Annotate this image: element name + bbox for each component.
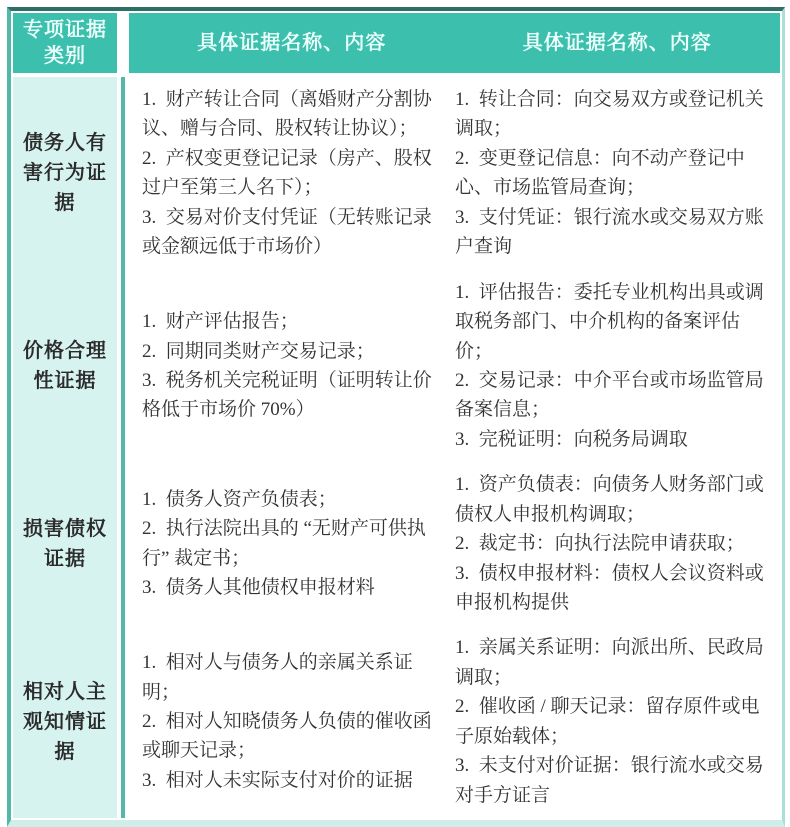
evidence-item: 3. 交易对价支付凭证（无转账记录或金额远低于市场价） (142, 206, 432, 258)
source-item: 3. 未支付对价证据：银行流水或交易对手方证言 (455, 755, 764, 806)
evidence-item: 3. 相对人未实际支付对价的证据 (142, 769, 413, 791)
category-damage-to-creditor-rights: 损害债权证据 (13, 462, 117, 625)
source-item: 2. 催收函 / 聊天记录：留存原件或电子原始载体； (455, 696, 760, 747)
category-debtor-harmful-acts: 债务人有害行为证据 (13, 77, 117, 270)
evidence-table-grid (13, 13, 780, 818)
evidence-cell (129, 270, 440, 463)
evidence-item: 2. 相对人知晓债务人负债的催收函或聊天记录； (142, 711, 432, 762)
source-item: 1. 资产负债表：向债务人财务部门或债权人申报机构调取； (455, 474, 764, 525)
source-item: 1. 亲属关系证明：向派出所、民政局调取； (455, 637, 764, 688)
source-cell (440, 270, 780, 463)
header-sources: 具体证据名称、内容 (522, 32, 712, 54)
source-item: 1. 转让合同：向交易双方或登记机关调取； (455, 89, 764, 140)
source-item: 2. 裁定书：向执行法院申请获取； (455, 533, 745, 555)
column-divider (117, 462, 129, 625)
evidence-item: 3. 税务机关完税证明（证明转让价格低于市场价 70%） (142, 369, 432, 421)
source-item: 3. 债权申报材料：债权人会议资料或申报机构提供 (455, 562, 764, 613)
column-divider (117, 270, 129, 463)
category-counterparty-subjective-knowledge: 相对人主观知情证据 (13, 625, 117, 818)
source-item: 2. 变更登记信息：向不动产登记中心、市场监管局查询； (455, 147, 745, 199)
source-item: 2. 交易记录：中介平台或市场监管局备案信息； (455, 369, 764, 421)
evidence-table (7, 7, 785, 827)
category-price-reasonableness: 价格合理性证据 (13, 270, 117, 463)
evidence-item: 3. 债务人其他债权申报材料 (142, 577, 375, 599)
column-divider (117, 77, 129, 270)
column-divider (117, 625, 129, 818)
evidence-item: 2. 执行法院出具的 “无财产可供执行” 裁定书； (142, 518, 426, 569)
evidence-item: 1. 债务人资产负债表； (142, 488, 337, 510)
evidence-item: 1. 财产转让合同（离婚财产分割协议、赠与合同、股权转让协议）； (142, 89, 432, 140)
evidence-item: 2. 同期同类财产交易记录； (142, 340, 375, 362)
source-item: 3. 支付凭证：银行流水或交易双方账户查询 (455, 206, 764, 258)
source-item: 3. 完税证明：向税务局调取 (455, 428, 688, 450)
evidence-item: 1. 相对人与债务人的亲属关系证明； (142, 652, 413, 703)
evidence-item: 1. 财产评估报告； (142, 311, 299, 333)
source-cell (440, 625, 780, 818)
header-content-columns (129, 13, 780, 77)
evidence-cell (129, 462, 440, 625)
source-cell (440, 462, 780, 625)
source-cell (440, 77, 780, 270)
header-category: 专项证据类别 (13, 13, 117, 77)
source-item: 1. 评估报告：委托专业机构出具或调取税务部门、中介机构的备案评估价； (455, 281, 764, 362)
header-gap (117, 13, 129, 77)
evidence-item: 2. 产权变更登记记录（房产、股权过户至第三人名下）； (142, 147, 432, 199)
evidence-cell (129, 77, 440, 270)
evidence-cell (129, 625, 440, 818)
header-evidence: 具体证据名称、内容 (197, 32, 387, 54)
